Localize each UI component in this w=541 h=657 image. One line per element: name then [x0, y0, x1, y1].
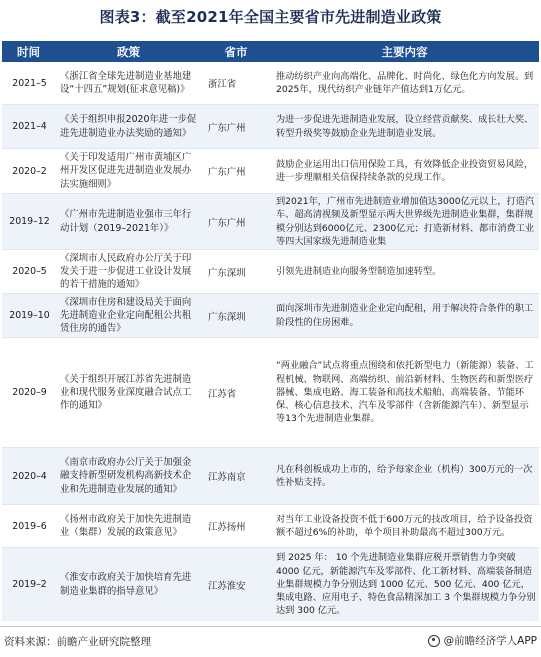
- row-region: 广东广州: [208, 122, 246, 134]
- row-policy: 《关于组织开展江苏省先进制造业和现代服务业深度融合试点工作的通知》: [60, 373, 192, 412]
- header-policy: 政策: [117, 44, 140, 59]
- policy-table: [2, 41, 539, 621]
- row-policy: 《扬州市政府关于加快先进制造业（集群）发展的政策意见》: [60, 513, 192, 538]
- row-policy: 《南京市政府办公厅关于加强金融支持新型研发机构高新技术企业和先进制造业发展的通知》: [60, 457, 192, 495]
- row-time: 2019–12: [9, 216, 50, 227]
- table-row: [2, 448, 539, 505]
- row-time: 2021–5: [12, 77, 47, 89]
- header-content: 主要内容: [381, 44, 428, 59]
- row-region: 广东深圳: [208, 311, 246, 323]
- row-policy: 《深圳市住房和建设局关于面向先进制造业企业定向配租公共租赁住房的通告》: [60, 296, 192, 335]
- row-policy: 《浙江省全球先进制造业基地建设“十四五”规划(征求意见稿)》: [60, 70, 192, 95]
- row-content: “两业融合”试点将重点围绕和依托新型电力（新能源）装备、工程机械、物联网、高端纺织、前沿新材料、生物医药和新型医疗器械、集成电路、海工装备和高技术船舶、高端装备、节能环保、核心信息技术、汽车及零部件（含新能源汽车）、新型显示等13个先进制造业集群。: [276, 360, 534, 425]
- row-region: 江苏省: [208, 388, 237, 400]
- table-row: [2, 250, 539, 294]
- row-content: 面向深圳市先进制造业企业定向配租，用于解决符合条件的职工阶段性的住房困难。: [276, 303, 534, 328]
- row-content: 引领先进制造业向服务型制造加速转型。: [276, 265, 442, 277]
- row-time: 2019–10: [9, 310, 50, 321]
- row-content: 推动纺织产业向高端化、品牌化、时尚化、绿色化方向发展。到2025年，现代纺织产业链年产值达到1万亿元。: [276, 70, 534, 95]
- row-region: 浙江省: [208, 79, 237, 90]
- header-time: 时间: [17, 44, 40, 59]
- row-policy: 《淮安市政府关于加快培育先进制造业集群的指导意见》: [60, 572, 192, 597]
- table-row: [2, 505, 539, 548]
- table-header: [2, 41, 539, 62]
- table-row: [2, 548, 539, 621]
- table-row: [2, 105, 539, 149]
- row-content: 为进一步促进先进制造业发展，设立经营贡献奖、成长壮大奖、转型升级奖等鼓励企业先进制造业发展。: [276, 114, 534, 139]
- row-policy: 《深圳市人民政府办公厅关于印发关于进一步促进工业设计发展的若干措施的通知》: [60, 252, 192, 291]
- row-region: 江苏南京: [208, 472, 246, 483]
- row-content: 到 2025 年： 10 个先进制造业集群应税开票销售力争突破 4000 亿元，新能源汽车及零部件、化工新材料、高端装备制造业集群规模力争分别达到 1000 亿元、500 亿元、400 亿元，集成电路、应用电子、特色食品精深加工 3 个集群规模力争分别达到 300 亿元。: [276, 552, 536, 617]
- row-content: 凡在科创板成功上市的，给予每家企业（机构）300万元的一次性补贴支持。: [276, 463, 533, 488]
- chart-title: 图表3：截至2021年全国主要省市先进制造业政策: [99, 8, 442, 26]
- row-content: 鼓励企业运用出口信用保险工具，有效降低企业投资贸易风险，进一步理顺相关信保持续条款的兑现工作。: [276, 158, 534, 183]
- row-time: 2019–2: [12, 579, 47, 590]
- row-policy: 《广州市先进制造业强市三年行动计划（2019–2021年）》: [60, 209, 192, 234]
- row-region: 广东广州: [208, 167, 246, 178]
- table-row: [2, 294, 539, 338]
- row-region: 广东广州: [208, 217, 246, 229]
- row-time: 2020–4: [12, 470, 47, 482]
- row-region: 江苏扬州: [208, 522, 246, 533]
- table-row: [2, 338, 539, 448]
- header-region: 省市: [224, 44, 248, 59]
- table-row: [2, 62, 539, 105]
- row-policy: 《关于组织申报2020年进一步促进先进制造业办法奖励的通知》: [60, 114, 197, 139]
- row-region: 广东深圳: [208, 267, 246, 279]
- row-region: 江苏淮安: [208, 580, 246, 592]
- footer: [0, 626, 541, 657]
- table-row: [2, 149, 539, 194]
- row-time: 2019–6: [12, 520, 47, 532]
- qianzhan-logo-icon: [428, 635, 440, 647]
- source-note: 资料来源：前瞻产业研究院整理: [4, 636, 151, 648]
- table-row: [2, 194, 539, 250]
- row-content: 到2021年，广州市先进制造业增加值达3000亿元以上，打造汽车、超高清视频及新型显示两大世界级先进制造业集群，集群规模分别达到6000亿元、2300亿元；打造新材料、都市消费工业等四大国家级先进制造业集: [276, 196, 535, 247]
- row-time: 2020–5: [12, 266, 47, 277]
- brand-label: @前瞻经济学人APP: [443, 635, 537, 647]
- row-content: 对当年工业设备投资不低于600万元的技改项目，给予设备投资额不超过6%的补助，单个项目补助最高不超过300万元。: [276, 513, 533, 538]
- row-policy: 《关于印发适用广州市黄埔区广州开发区促进先进制造业发展办法实施细则》: [60, 152, 192, 190]
- row-time: 2020–9: [12, 387, 47, 398]
- row-time: 2021–4: [12, 121, 47, 132]
- row-time: 2020–2: [12, 165, 47, 177]
- brand: [428, 633, 537, 648]
